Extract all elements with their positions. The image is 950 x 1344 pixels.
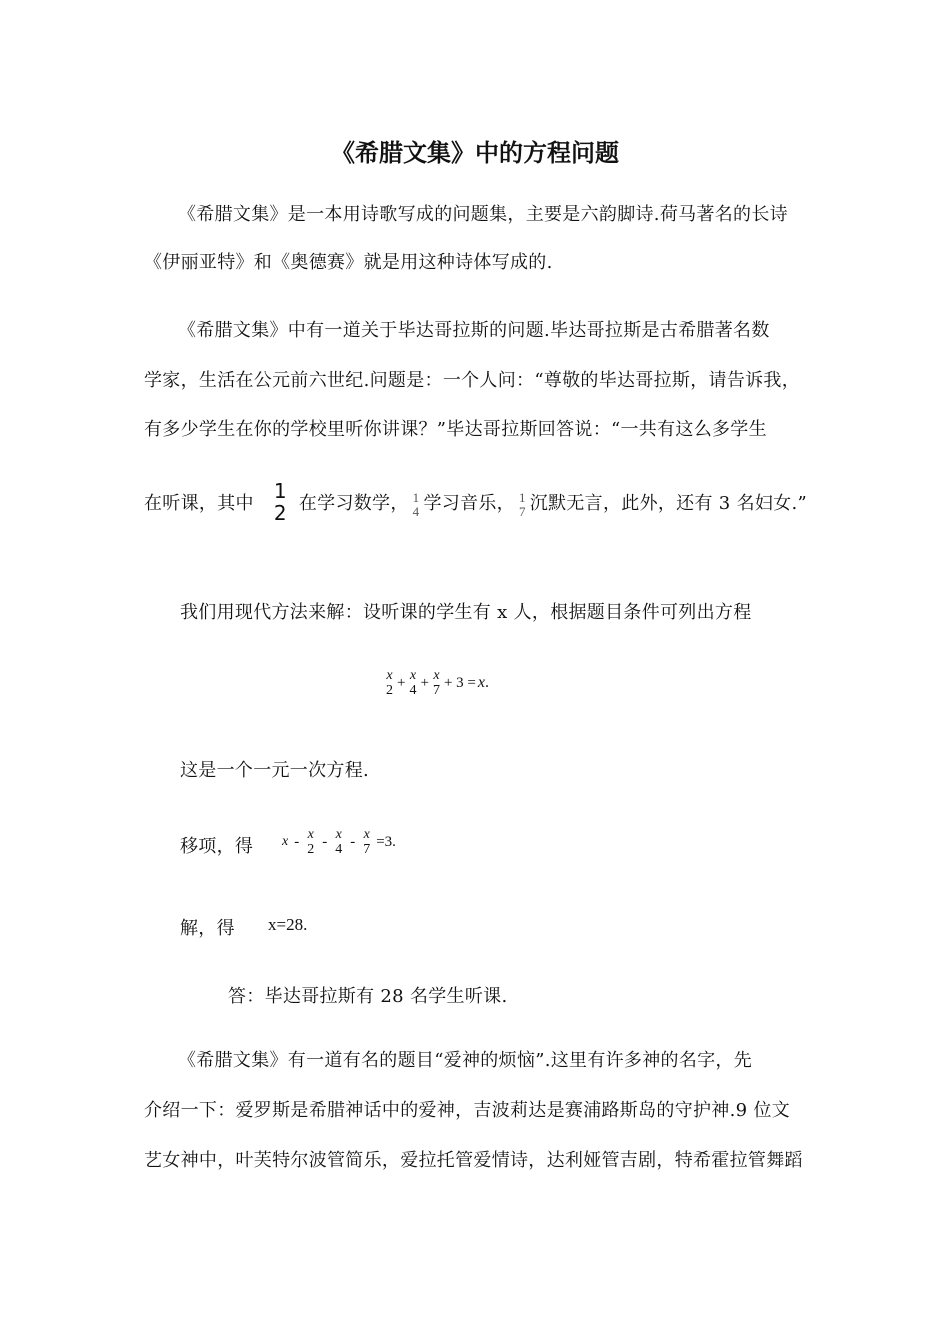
plus-sign: + bbox=[420, 674, 429, 691]
fraction-one-half bbox=[274, 480, 287, 524]
fraction-one-quarter bbox=[413, 491, 420, 520]
equation-numerator: x bbox=[433, 668, 440, 683]
transposed-equation bbox=[282, 827, 396, 858]
document-title: 《希腊文集》中的方程问题 bbox=[331, 139, 619, 167]
solve-label: 解，得 bbox=[180, 918, 235, 939]
para2-line4-d: 沉默无言，此外，还有 3 名妇女.” bbox=[529, 493, 807, 514]
equation-fraction-x-over-2 bbox=[386, 668, 393, 699]
equation-fraction-x-over-4 bbox=[409, 668, 416, 699]
para2-line4-c: 学习音乐， bbox=[423, 493, 515, 514]
equation-denominator: 2 bbox=[386, 683, 393, 699]
transpose-label: 移项，得 bbox=[180, 836, 254, 857]
solve-value: x=28. bbox=[268, 915, 308, 934]
equation-note: 这是一个一元一次方程. bbox=[180, 760, 370, 781]
equation bbox=[384, 668, 489, 699]
para3-line3: 艺女神中，叶芙特尔波管简乐，爱拉托管爱情诗，达利娅管吉剧，特希霍拉管舞蹈 bbox=[144, 1150, 803, 1171]
transpose-rhs: =3. bbox=[376, 833, 396, 850]
minus-sign: - bbox=[322, 833, 328, 850]
transpose-denominator: 4 bbox=[335, 842, 343, 858]
para2-line4 bbox=[144, 480, 807, 524]
equation-numerator: x bbox=[386, 668, 393, 683]
transpose-denominator: 7 bbox=[363, 842, 371, 858]
transpose-fraction-x-over-7 bbox=[363, 827, 370, 858]
fraction-denominator: 4 bbox=[412, 504, 420, 519]
equation-denominator: 7 bbox=[432, 683, 440, 699]
para2-line1: 《希腊文集》中有一道关于毕达哥拉斯的问题.毕达哥拉斯是古希腊著名数 bbox=[178, 320, 770, 341]
solution-intro: 我们用现代方法来解：设听课的学生有 x 人，根据题目条件可列出方程 bbox=[180, 602, 752, 623]
equation-rhs: x bbox=[477, 674, 485, 692]
transpose-numerator: x bbox=[307, 827, 314, 842]
transpose-fraction-x-over-2 bbox=[307, 827, 314, 858]
equation-fraction-x-over-7 bbox=[433, 668, 440, 699]
minus-sign: - bbox=[294, 833, 300, 850]
para2-line4-b: 在学习数学， bbox=[298, 493, 409, 514]
minus-sign: - bbox=[350, 833, 356, 850]
fraction-denominator: 2 bbox=[273, 501, 287, 525]
equation-denominator: 4 bbox=[409, 683, 417, 699]
para3-line1: 《希腊文集》有一道有名的题目“爱神的烦恼”.这里有许多神的名字，先 bbox=[178, 1050, 753, 1071]
transpose-numerator: x bbox=[335, 827, 342, 842]
para3-line2: 介绍一下：爱罗斯是希腊神话中的爱神，吉波莉达是赛浦路斯岛的守护神.9 位文 bbox=[144, 1100, 790, 1121]
para1-line1: 《希腊文集》是一本用诗歌写成的问题集，主要是六韵脚诗.荷马著名的长诗 bbox=[178, 204, 788, 225]
para2-line4-a: 在听课，其中 bbox=[144, 493, 254, 514]
para2-line2: 学家，生活在公元前六世纪.问题是：一个人问：“尊敬的毕达哥拉斯，请告诉我， bbox=[144, 370, 801, 391]
transpose-numerator: x bbox=[363, 827, 370, 842]
para1-line2: 《伊丽亚特》和《奥德赛》就是用这种诗体写成的. bbox=[144, 252, 553, 273]
fraction-denominator: 7 bbox=[518, 504, 526, 519]
fraction-one-seventh bbox=[519, 491, 526, 520]
fraction-numerator: 1 bbox=[518, 489, 526, 505]
equation-tail: + 3 = bbox=[443, 674, 476, 691]
transpose-denominator: 2 bbox=[307, 842, 315, 858]
para2-line3: 有多少学生在你的学校里听你讲课？”毕达哥拉斯回答说：“一共有这么多学生 bbox=[144, 419, 767, 440]
fraction-numerator: 1 bbox=[273, 479, 287, 503]
fraction-numerator: 1 bbox=[412, 489, 420, 505]
plus-sign: + bbox=[397, 674, 406, 691]
equation-numerator: x bbox=[409, 668, 417, 683]
equation-end: . bbox=[484, 674, 489, 692]
transpose-lhs: x bbox=[282, 834, 289, 850]
transpose-fraction-x-over-4 bbox=[335, 827, 342, 858]
answer: 答：毕达哥拉斯有 28 名学生听课. bbox=[228, 986, 508, 1007]
